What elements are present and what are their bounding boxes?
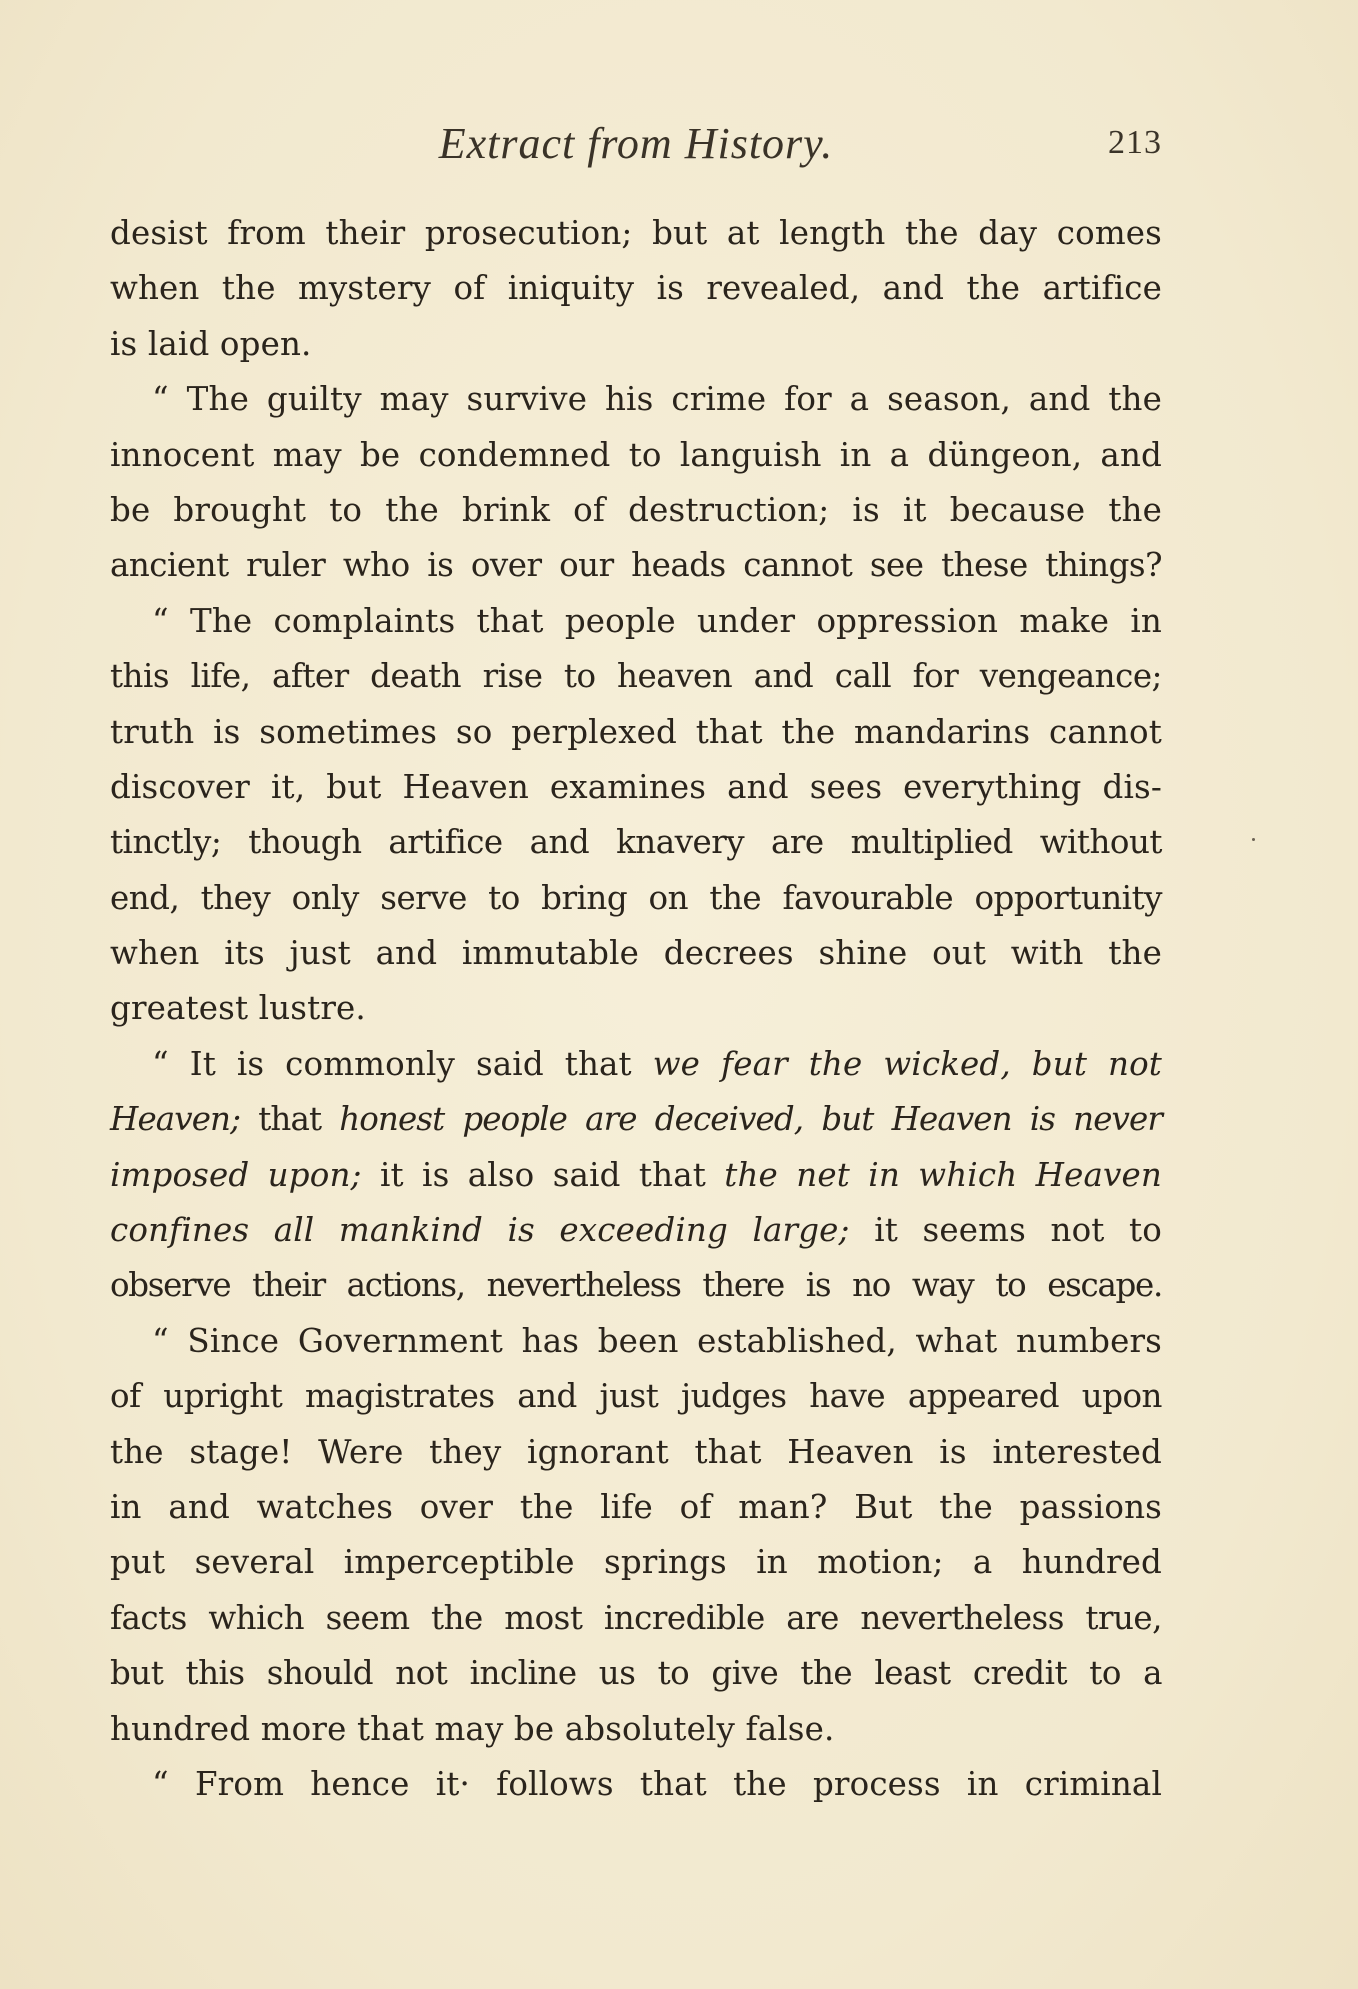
text-line <box>110 871 1162 926</box>
body-text <box>110 206 1162 1812</box>
text-segment: facts which seem the most incredible are nevertheless true, <box>110 1598 1162 1637</box>
text-line <box>110 1369 1162 1424</box>
italic-phrase: imposed upon; <box>110 1155 362 1194</box>
text-segment: end, they only serve to bring on the favourable opportunity <box>110 878 1162 917</box>
text-segment: this life, after death rise to heaven and call for vengeance; <box>110 657 1162 696</box>
text-line <box>110 1203 1162 1258</box>
text-line <box>110 926 1162 981</box>
text-segment: innocent may be condemned to languish in a düngeon, and <box>110 435 1162 474</box>
text-line <box>110 1314 1162 1369</box>
page-header <box>110 118 1162 178</box>
text-segment: “ It is commonly said that <box>152 1044 653 1083</box>
italic-phrase: we fear the wicked, but not <box>652 1044 1162 1083</box>
text-line <box>110 649 1162 704</box>
text-segment: but this should not incline us to give the least credit to a <box>110 1654 1162 1693</box>
text-segment: be brought to the brink of destruction; is it because the <box>110 490 1162 529</box>
text-line <box>110 760 1162 815</box>
text-line <box>110 1757 1162 1812</box>
text-line <box>110 705 1162 760</box>
text-line <box>110 538 1162 593</box>
italic-phrase: the net in which Heaven <box>724 1155 1162 1194</box>
text-line <box>110 1092 1162 1147</box>
text-line <box>110 317 1162 372</box>
text-segment: desist from their prosecution; but at length the day comes <box>110 214 1162 252</box>
text-segment: “ Since Government has been established, what numbers <box>152 1321 1162 1360</box>
text-segment: observe their actions, nevertheless there is no way to escape. <box>110 1266 1162 1305</box>
text-line <box>110 483 1162 538</box>
text-line <box>110 372 1162 427</box>
page-number: 213 <box>1108 124 1162 161</box>
italic-phrase: honest people are deceived, but Heaven is never <box>339 1100 1162 1139</box>
text-segment: “ From hence it· follows that the process in criminal <box>152 1764 1162 1803</box>
text-line <box>110 594 1162 649</box>
text-line <box>110 206 1162 261</box>
text-segment: it is also said that <box>361 1155 725 1194</box>
italic-phrase: Heaven; <box>110 1100 241 1139</box>
text-line <box>110 1148 1162 1203</box>
text-line <box>110 981 1162 1036</box>
text-segment: of upright magistrates and just judges have appeared upon <box>110 1377 1162 1416</box>
text-segment: when the mystery of iniquity is revealed, and the artifice <box>110 269 1162 308</box>
text-line <box>110 1258 1162 1313</box>
text-line <box>110 815 1162 870</box>
text-segment: is laid open. <box>110 324 312 363</box>
text-segment: put several imperceptible springs in motion; a hundred <box>110 1543 1162 1582</box>
text-segment: tinctly; though artifice and knavery are multiplied without <box>110 823 1162 862</box>
text-segment: it seems not to <box>849 1211 1162 1250</box>
text-segment: that <box>240 1100 340 1139</box>
text-line <box>110 261 1162 316</box>
text-line <box>110 1480 1162 1535</box>
text-segment: in and watches over the life of man? But the passions <box>110 1487 1162 1526</box>
text-segment: the stage! Were they ignorant that Heaven is interested <box>110 1432 1162 1471</box>
text-segment: ancient ruler who is over our heads cannot see these things? <box>110 546 1162 585</box>
text-segment: “ The guilty may survive his crime for a season, and the <box>152 380 1162 419</box>
running-title: Extract from History. <box>438 119 834 168</box>
text-line <box>110 428 1162 483</box>
text-line <box>110 1535 1162 1590</box>
text-segment: when its just and immutable decrees shine out with the <box>110 934 1162 973</box>
text-segment: truth is sometimes so perplexed that the mandarins cannot <box>110 712 1162 751</box>
paper-speck <box>1252 838 1255 841</box>
text-line <box>110 1037 1162 1092</box>
italic-phrase: confines all mankind is exceeding large; <box>110 1211 850 1250</box>
text-line <box>110 1646 1162 1701</box>
text-segment: discover it, but Heaven examines and sees everything dis- <box>110 767 1162 806</box>
text-segment: “ The complaints that people under oppression make in <box>152 601 1162 640</box>
text-segment: hundred more that may be absolutely false. <box>110 1709 835 1748</box>
text-line <box>110 1702 1162 1757</box>
text-line <box>110 1425 1162 1480</box>
text-line <box>110 1591 1162 1646</box>
text-segment: greatest lustre. <box>110 989 366 1028</box>
